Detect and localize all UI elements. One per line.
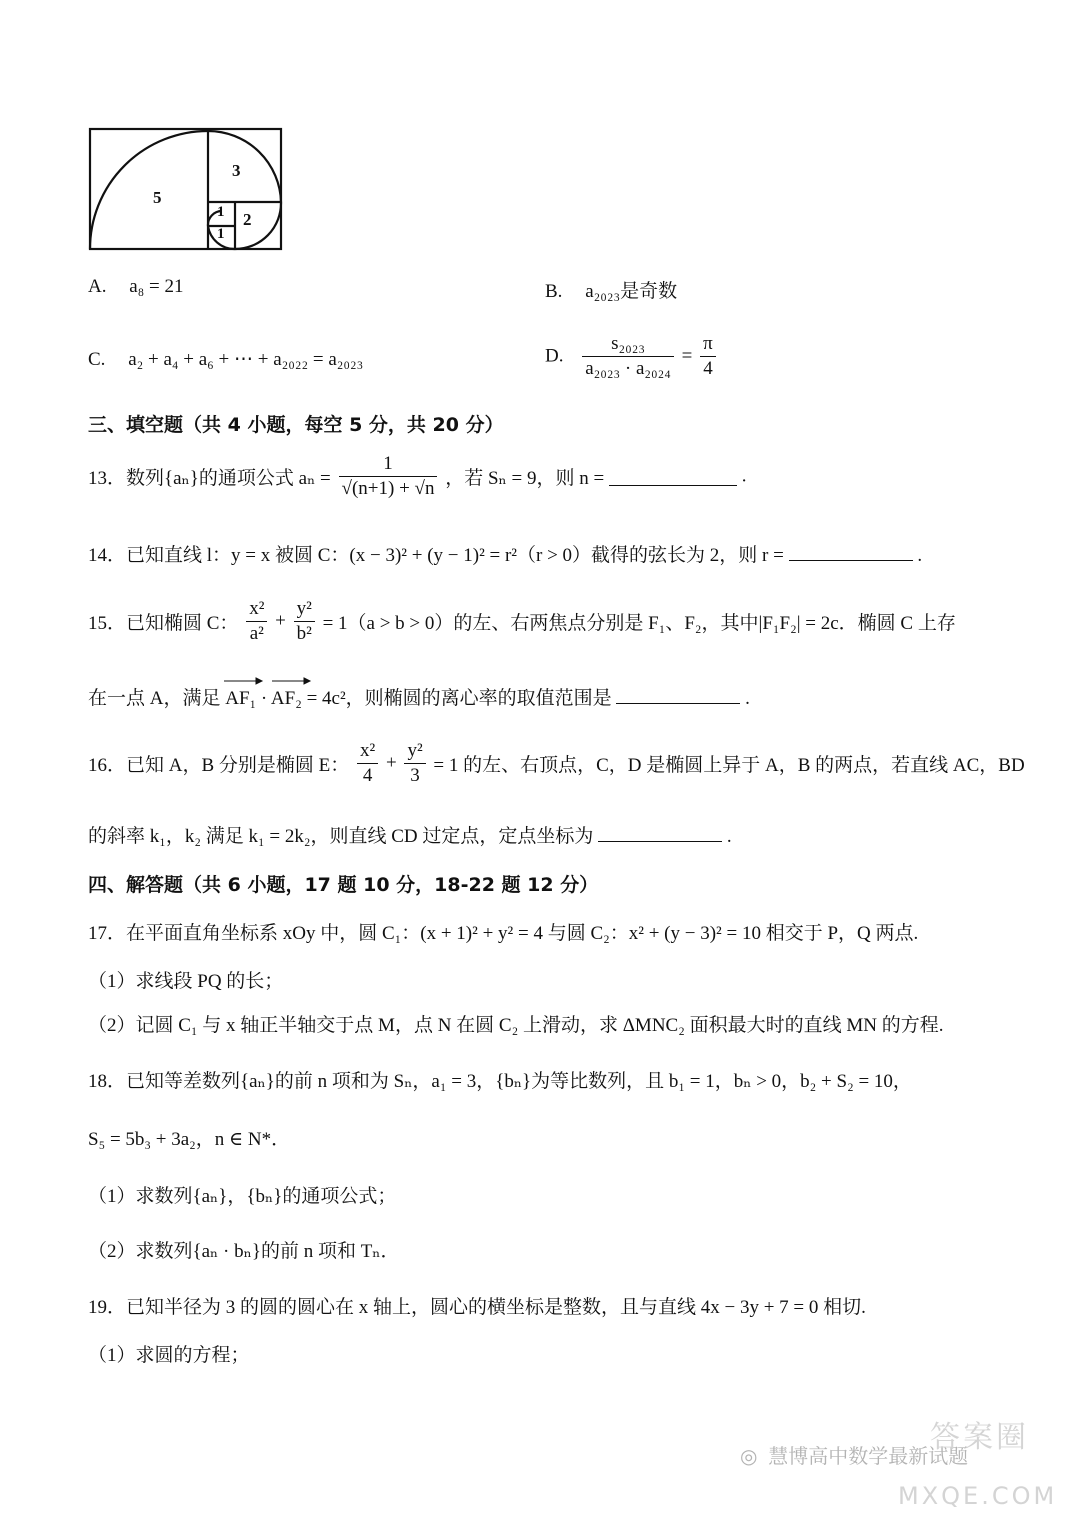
option-d: D. $\frac{\text{s₂₀₂₃}}{\text{a₂₀₂₃ · a₂₀₂₄}}$ = $\frac{\pi}{4}$ — [545, 332, 719, 381]
option-c-text: a₂ + a₄ + a₆ + ⋯ + a₂₀₂₂ = a₂₀₂₃ — [128, 349, 364, 370]
q16-frac-x-num: x² — [357, 739, 378, 764]
option-a-label: A. — [88, 276, 107, 297]
question-15: 15．已知椭圆 C： $\frac{\text{x²}}{\text{a²}}$ + $\frac{\text{y²}}{\text{b²}}$ = 1（a > b > 0）的左、右两焦点分别是 F₁、F₂，其中|F₁F₂| = 2c．椭圆 C 上存 — [88, 598, 956, 644]
question-16-line2 — [88, 821, 732, 848]
wechat-icon: ◎ — [740, 1444, 758, 1468]
option-d-label: D. — [545, 345, 564, 367]
option-c-label: C. — [88, 349, 106, 370]
option-b — [545, 276, 677, 303]
q19-part1: （1）求圆的方程； — [88, 1345, 250, 1366]
q18-part2: （2）求数列{aₙ · bₙ}的前 n 项和 Tₙ． — [88, 1241, 400, 1262]
fibonacci-spiral-figure — [88, 127, 284, 251]
q16-frac-y — [404, 739, 425, 788]
q18-part1: （1）求数列{aₙ}，{bₙ}的通项公式； — [88, 1186, 397, 1207]
option-d-rhs-den: 4 — [703, 358, 713, 379]
q13-end: . — [741, 465, 747, 487]
option-b-text: a₂₀₂₃是奇数 — [585, 281, 678, 302]
q16-frac-x-den: 4 — [362, 765, 373, 786]
q17-stem: 17．在平面直角坐标系 xOy 中，圆 C₁：(x + 1)² + y² = 4 与圆 C₂：x² + (y − 3)² = 10 相交于 P，Q 两点. — [88, 923, 919, 944]
q15-line2: 在一点 A，满足 AF₁ · AF₂ = 4c²，则椭圆的离心率的取值范围是 — [88, 688, 612, 709]
q16-answer-blank — [598, 823, 722, 842]
section3-title: 三、填空题（共 4 小题，每空 5 分，共 20 分） — [88, 414, 504, 436]
watermark-site: MXQE.COM — [898, 1482, 1058, 1510]
option-a-text: a₈ = 21 — [129, 276, 184, 297]
figure-label-5: 5 — [153, 188, 162, 207]
q15-frac-y-num: y² — [294, 597, 315, 622]
q15-frac-y-den: b² — [296, 623, 312, 644]
q13-prefix: 13．数列{aₙ}的通项公式 aₙ = — [88, 468, 331, 489]
q15-vector-arrows — [222, 676, 312, 686]
q15-end: . — [745, 688, 750, 709]
q16-frac-y-den: 3 — [410, 765, 420, 786]
q17-part1: （1）求线段 PQ 的长； — [88, 971, 284, 992]
q15-suffix: = 1（a > b > 0）的左、右两焦点分别是 F₁、F₂，其中|F₁F₂| = 2c．椭圆 C 上存 — [322, 613, 956, 634]
question-14 — [88, 540, 922, 567]
section4-title: 四、解答题（共 6 小题，17 题 10 分，18-22 题 12 分） — [88, 874, 599, 896]
q16-line2: 的斜率 k₁，k₂ 满足 k₁ = 2k₂，则直线 CD 过定点，定点坐标为 — [88, 826, 594, 847]
question-15-line2 — [88, 683, 750, 710]
q15-frac-x — [246, 597, 267, 646]
q15-answer-blank — [616, 685, 740, 704]
option-d-numerator: s₂₀₂₃ — [582, 332, 674, 357]
figure-label-1a: 1 — [217, 204, 225, 220]
question-16: 16．已知 A，B 分别是椭圆 E： $\frac{\text{x²}}{4}$ + $\frac{\text{y²}}{3}$ = 1 的左、右顶点，C，D 是椭圆上异于 A，B 的两点，若直线 AC，BD — [88, 740, 1025, 786]
q17-part2: （2）记圆 C₁ 与 x 轴正半轴交于点 M，点 N 在圆 C₂ 上滑动，求 ΔMNC₂ 面积最大时的直线 MN 的方程. — [88, 1015, 944, 1036]
q18-stem: 18．已知等差数列{aₙ}的前 n 项和为 Sₙ，a₁ = 3，{bₙ}为等比数列，且 b₁ = 1，bₙ > 0，b₂ + S₂ = 10， — [88, 1071, 912, 1092]
figure-label-2: 2 — [243, 210, 252, 229]
option-c — [88, 348, 363, 371]
q13-frac-den: √(n+1) + √n — [341, 478, 435, 499]
figure-label-1b: 1 — [217, 226, 225, 242]
q13-fraction — [339, 452, 438, 501]
q15-frac-y — [294, 597, 315, 646]
figure-label-3: 3 — [232, 161, 241, 180]
q15-prefix: 15．已知椭圆 C： — [88, 613, 239, 634]
option-d-fraction — [582, 332, 674, 381]
option-d-rhs-num: π — [700, 332, 716, 357]
option-d-rhs — [700, 332, 716, 381]
q15-frac-x-num: x² — [246, 597, 267, 622]
q16-prefix: 16．已知 A，B 分别是椭圆 E： — [88, 755, 350, 776]
q14-text: 14．已知直线 l：y = x 被圆 C：(x − 3)² + (y − 1)² = r²（r > 0）截得的弦长为 2，则 r = — [88, 545, 784, 566]
q15-frac-x-den: a² — [249, 623, 264, 644]
option-a — [88, 276, 184, 298]
option-b-label: B. — [545, 281, 563, 302]
watermark-stamp: 答案圈 — [930, 1420, 1029, 1455]
q13-answer-blank — [609, 467, 737, 486]
q13-frac-num: 1 — [339, 452, 438, 477]
q18-stem2: S₅ = 5b₃ + 3a₂，n ∈ N*． — [88, 1129, 291, 1150]
q16-frac-x — [357, 739, 378, 788]
option-d-denominator: a₂₀₂₃ · a₂₀₂₄ — [585, 358, 671, 379]
q16-suffix: = 1 的左、右顶点，C，D 是椭圆上异于 A，B 的两点，若直线 AC，BD — [433, 755, 1025, 776]
q13-suffix: ，若 Sₙ = 9，则 n = — [445, 468, 605, 489]
q14-end: . — [917, 545, 923, 566]
watermark-text: 慧博高中数学最新试题 — [768, 1444, 969, 1468]
q14-answer-blank — [789, 542, 913, 561]
question-13 — [88, 452, 746, 501]
q19-stem: 19．已知半径为 3 的圆的圆心在 x 轴上，圆心的横坐标是整数，且与直线 4x − 3y + 7 = 0 相切. — [88, 1297, 866, 1318]
q16-frac-y-num: y² — [404, 739, 425, 764]
q16-end: . — [726, 826, 732, 847]
